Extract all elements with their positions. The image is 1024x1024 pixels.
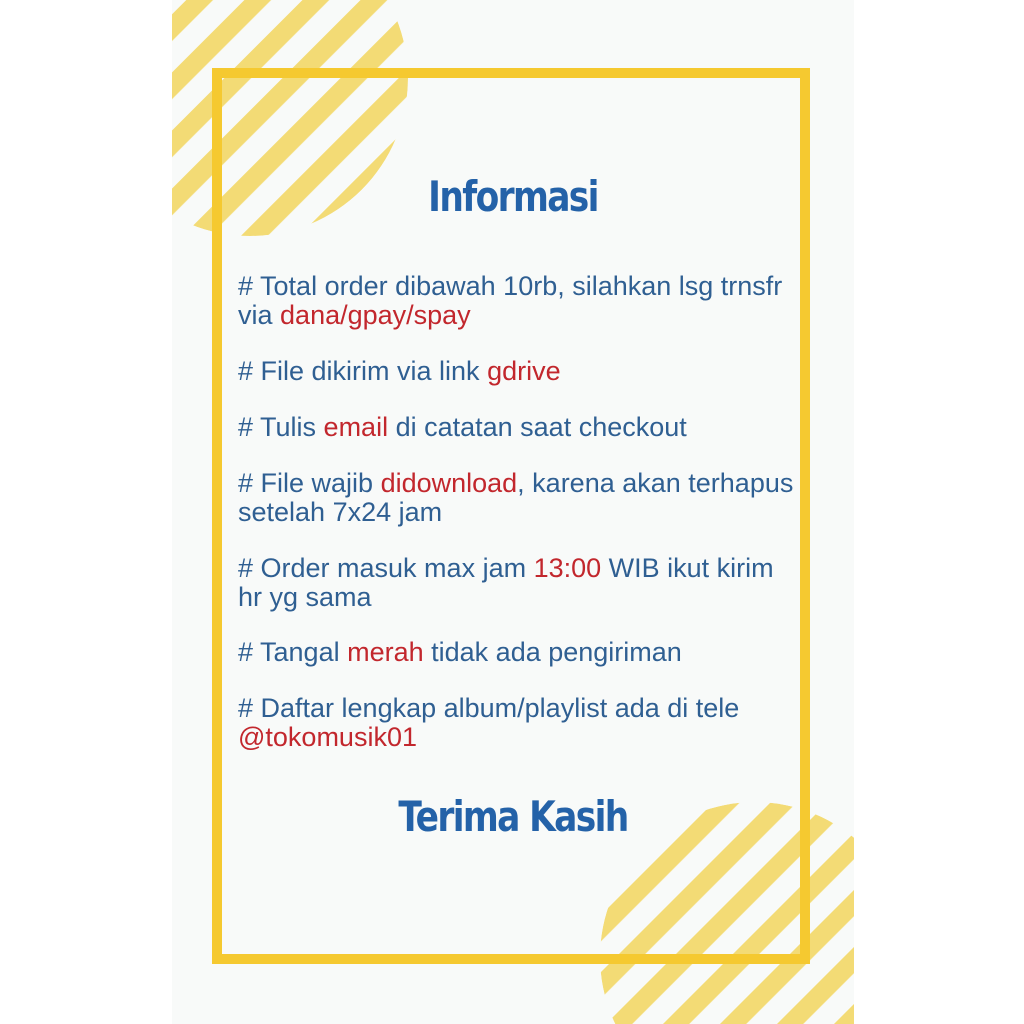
item-highlight: email	[323, 412, 389, 442]
item-highlight: didownload	[380, 468, 518, 498]
item-text-tail: WIB ikut kirim hr yg sama	[238, 553, 774, 612]
info-item-holiday	[238, 638, 798, 667]
item-text: # File wajib	[238, 468, 381, 498]
info-item-order-cutoff	[238, 554, 798, 612]
item-highlight: @tokomusik01	[238, 722, 417, 752]
item-text: # Daftar lengkap album/playlist ada di tele	[238, 693, 740, 723]
info-item-album-list	[238, 694, 798, 752]
item-text: # File dikirim via link	[238, 356, 488, 386]
page-title: Informasi	[428, 172, 598, 221]
item-highlight: gdrive	[487, 356, 561, 386]
item-highlight: merah	[347, 637, 424, 667]
item-text: # Order masuk max jam	[238, 553, 534, 583]
info-item-email-note	[238, 413, 798, 442]
item-text-tail: di catatan saat checkout	[388, 412, 687, 442]
item-text-tail: tidak ada pengiriman	[423, 637, 682, 667]
item-highlight: dana/gpay/spay	[280, 300, 471, 330]
item-text: # Total order dibawah 10rb, silahkan lsg trnsfr via	[238, 271, 783, 330]
item-text-tail: , karena akan terhapus setelah 7x24 jam	[238, 468, 794, 527]
info-poster	[172, 0, 854, 1024]
closing-title: Terima Kasih	[398, 792, 628, 841]
item-text: # Tangal	[238, 637, 348, 667]
item-highlight: 13:00	[533, 553, 602, 583]
info-item-download-deadline	[238, 469, 798, 527]
info-item-order-payment	[238, 272, 798, 330]
info-item-file-delivery	[238, 357, 798, 386]
item-text: # Tulis	[238, 412, 324, 442]
